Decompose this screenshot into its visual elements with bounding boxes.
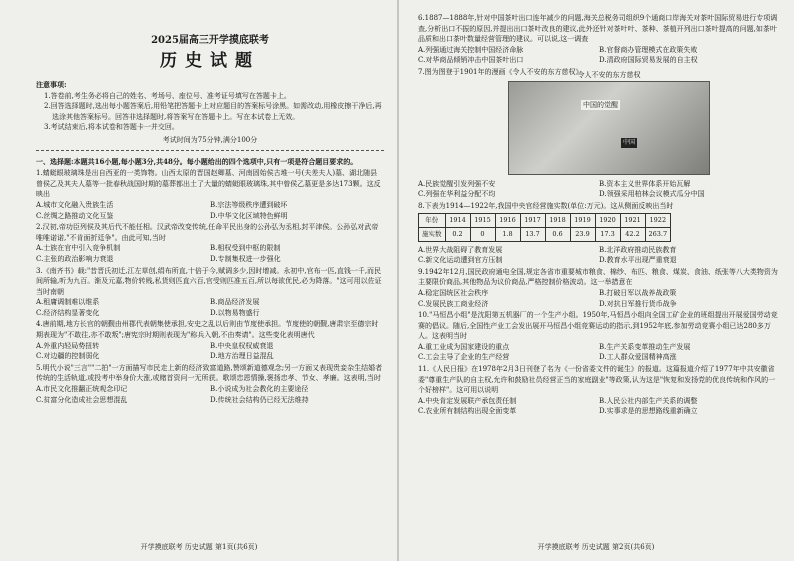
question-options [36,243,384,264]
table-cell: 42.2 [620,227,645,241]
option-a: A.外重内轻局势扭转 [36,341,100,350]
table-cell: 1916 [495,214,520,228]
option-c: C.对华商品倾销冲击中国茶叶出口 [418,56,524,65]
question-stem: 8.下表为1914—1922年,我国中央官经营施实数(单位:万元)。这从侧面反映出当时 [418,201,674,210]
option-c: C.农业所有制结构出现全面变革 [418,407,517,416]
option-b: B.宗法等级秩序遭到破坏 [210,200,288,209]
option-d: D.实事求是的思想路线重新确立 [599,407,698,416]
option-d: D.工人群众爱国精神高涨 [599,353,677,362]
cartoon-image [508,70,710,175]
option-c: C.主张的政治影响力衰退 [36,254,114,263]
page-footer: 开学摸底联考 历史试题 第2页(共6页) [537,543,655,552]
page-2 [398,0,794,561]
question-stem: 11.《人民日报》在1978年2月3日刊登了名为《一份省委文件的诞生》的报道。这篇报道介绍了1977年中共安徽省委"尊重生产队的自主权,允许和鼓励社员经营正当的家庭副业"等政策,认为这是"恢复和发扬党的优良传统和作风的一个好榜样"。这可用以说明 [418,365,776,395]
question-stem: 9.1942年12月,国民政府通电全国,规定各省市重要城市粮食、棉纱、布匹、粮食、煤炭、食油、纸张等八大类物资为主要限价商品,其他物品为议价商品,严格控制价格波动。这一举措意在 [418,267,778,287]
option-d: D.教育水平出现严重衰退 [599,256,677,265]
table-header: 施实数 [419,227,446,241]
divider [36,150,384,151]
subject-title: 历史试题 [160,51,260,71]
cartoon-label-bottom: 中国 [621,138,637,149]
table-cell: 0.6 [545,227,570,241]
option-b: B.商品经济发展 [210,298,260,307]
option-b: B.生产关系变革推动生产发展 [599,342,691,351]
question-9 [418,267,780,309]
notes-heading: 注意事项: [36,80,67,89]
question-1 [36,168,384,221]
table-cell: 0 [470,227,495,241]
question-options [36,341,384,362]
question-stem: 4.唐前期,地方长官的朝觐由州郡代表朝集使承担,安史之乱以后则由节度使承担。节度使的朝觐,唐肃宗至德宗时期表现为"不敢往,亦不敢叛";唐宪宗时期则表现为"称兵入朝,不由奏请"。这些变化表明唐代 [36,320,379,340]
table-cell: 1917 [520,214,545,228]
option-c: C.新文化运动遭到官方压制 [418,256,503,265]
option-c: C.发展民族工商业经济 [418,299,489,308]
cartoon-label-top: 中国的觉醒 [583,100,618,109]
option-b: B.相权受到中枢的限制 [210,244,281,253]
question-stem: 5.明代小说"三言""二拍"一方面描写市民走上新的经济致富道路,赞颂新道德观念;另一方面又表现贵妾杂生结婚者传统的生活轨道,或投考中举身价大涨,或赌首资问一无所获。歌颂忠恩情操,褒扬忠孝、节女、孝廉。这表明,当时 [36,363,383,383]
question-5 [36,363,384,405]
question-stem: 2.汉初,帝功臣列侯及其后代不能任相。汉武帝改变传统,任命平民出身的公孙弘为丞相,封平津侯。公孙弘对武帝唯唯诺诺,"不肯面折廷争"。由此可知,当时 [36,223,379,242]
option-b: B.人民公社内部生产关系的调整 [599,396,698,405]
table-cell: 1919 [570,214,595,228]
table-cell: 263.7 [645,227,671,241]
option-c: C.贫富分化造成社会思想混乱 [36,395,128,404]
option-d: D.以物易物盛行 [210,308,260,317]
table-cell: 1920 [595,214,620,228]
option-d: D.地方治理日益混乱 [210,352,274,361]
question-options [36,384,384,405]
option-a: A.民族觉醒引发列强不安 [418,179,496,188]
exam-title: 2025届高三开学摸底联考 [151,35,269,46]
option-a: A.重工业成为国家建设的重点 [418,342,510,351]
option-c: C.对边疆的控制弱化 [36,352,100,361]
table-cell: 1918 [545,214,570,228]
cartoon-caption: 令人不安的东方慈权 [577,70,641,79]
option-a: A.租庸调制难以维系 [36,298,100,307]
option-d: D.专制集权进一步强化 [210,254,281,263]
option-a: A.士族在官中引入竞争机制 [36,244,121,253]
note-item: 1.答卷前,考生务必将自己的姓名、考场号、座位号、准考证号填写在答题卡上。 [44,91,291,100]
question-4 [36,319,384,361]
question-options [418,396,780,417]
question-options [418,342,780,363]
option-b: B.打破日军以战养战政策 [599,288,677,297]
data-table [418,213,671,241]
table-cell: 1.8 [495,227,520,241]
table-cell: 23.9 [570,227,595,241]
question-stem: 6.1887—1888年,针对中国茶叶出口连年减少的问题,海关总税务司组织9个通商口岸海关对茶叶国际贸易进行专项调查,分析出口不振的原因,并提出出口茶叶改良的建议,此外还针对茶叶叶、茶种、茶植开列出口茶叶提高的问题,如茶叶品质和出口茶叶数量经营管理的建议。可以说,这一调查 [418,14,778,44]
option-b: B.官督商办管理模式在政策失败 [599,45,698,54]
option-d: D.对抗日军推行货币战争 [599,299,677,308]
option-d: D.清政府国际贸易发展的自主权 [599,56,698,65]
option-a: A.市民文化推翻正统观念印记 [36,385,128,394]
question-stem: 10."马恒昌小组"是沈阳第五机器厂的一个生产小组。1950年,马恒昌小组向全国工矿企业的班组提出开展爱国劳动竞赛的倡议。随后,全国性产业工会发出展开马恒昌小组竞赛运动的指示,到1952年底,参加劳动竞赛小组已达280多万人。这表明当时 [418,311,778,341]
table-cell: 13.7 [520,227,545,241]
option-c: C.丝绸之路推动文化互鉴 [36,211,114,220]
option-d: D.领强采用柏林会议模式瓜分中国 [599,190,705,199]
option-a: A.世界大战阻碍了教育发展 [418,245,503,254]
question-7 [418,67,780,200]
option-c: C.列强在华利益分配不均 [418,190,496,199]
option-c: C.经济结构显著变化 [36,308,100,317]
option-b: B.北洋政府推动民族教育 [599,245,677,254]
question-11 [418,364,780,417]
option-a: A.中央肯定发展联产承包责任制 [418,396,517,405]
question-options [418,179,780,200]
table-cell: 1921 [620,214,645,228]
exam-time: 考试时间为75分钟,满分100分 [162,135,258,144]
option-a: A.稳定国统区社会秩序 [418,288,489,297]
question-stem: 7.图为图登于1901年的漫画《令人不安的东方慈权》 [418,67,583,76]
table-cell: 1922 [645,214,671,228]
option-c: C.工会主导了企业的生产经营 [418,353,510,362]
table-cell: 0.2 [445,227,470,241]
option-b: B.资本主义世界体系开始瓦解 [599,179,691,188]
option-b: B.中央皇权权威衰退 [210,341,274,350]
question-10 [418,310,780,363]
table-cell: 1915 [470,214,495,228]
question-6 [418,13,780,66]
table-cell: 17.3 [595,227,620,241]
question-3 [36,266,384,319]
option-b: B.小说成为社会教化的主要途径 [210,385,309,394]
table-header: 年份 [419,214,446,228]
question-stem: 3.《南齐书》载:"昔晋氏初迁,江左草创,绢布所直,十倍于今,赋调多少,因时增减。永初中,官布一匹,直钱一千,而民间所输,听为九百。渐及元嘉,物价转贱,私货则匹直六百,官受则匹准五百,所以每欲优民,必为降落。"这可用以佐证当时南朝 [36,266,382,296]
question-2 [36,222,384,264]
option-d: D.传统社会结构仍已经无法维持 [210,395,309,404]
question-options [418,288,780,309]
question-options [418,45,780,66]
question-options [36,297,384,318]
note-item: 2.回答选择题时,选出每小题答案后,用铅笔把答题卡上对应题目的答案标号涂黑。如需改动,用橡皮擦干净后,再选涂其他答案标号。回答非选择题时,将答案写在答题卡上。写在本试卷上无效。 [44,102,382,121]
option-a: A.列强通过海关控制中国经济命脉 [418,45,524,54]
note-item: 3.考试结束后,将本试卷和答题卡一并交回。 [44,123,179,132]
table-cell: 1914 [445,214,470,228]
question-stem: 1.蜻蜓眼玻璃珠是出自西亚的一类饰物。山西太原的晋国赵卿墓、河南固始侯古堆一号(夫差夫人)墓、湖北随县曾侯乙及其夫人墓等一批春秋战国时期的墓葬都出土了大量的蜻蜓眼玻璃珠,其中曾侯乙墓更是多达173颗。这反映出 [36,169,381,199]
table-row [419,214,671,228]
page-footer: 开学摸底联考 历史试题 第1页(共6页) [140,543,258,552]
option-d: D.中华文化区域特色鲜明 [210,211,288,220]
question-options [36,200,384,221]
section-heading: 一、选择题:本题共16小题,每小题3分,共48分。每小题给出的四个选项中,只有一项是符合题目要求的。 [36,156,358,166]
option-a: A.城市文化融入贵族生活 [36,200,114,209]
question-8 [418,201,780,266]
question-options [418,245,780,266]
table-row [419,227,671,241]
